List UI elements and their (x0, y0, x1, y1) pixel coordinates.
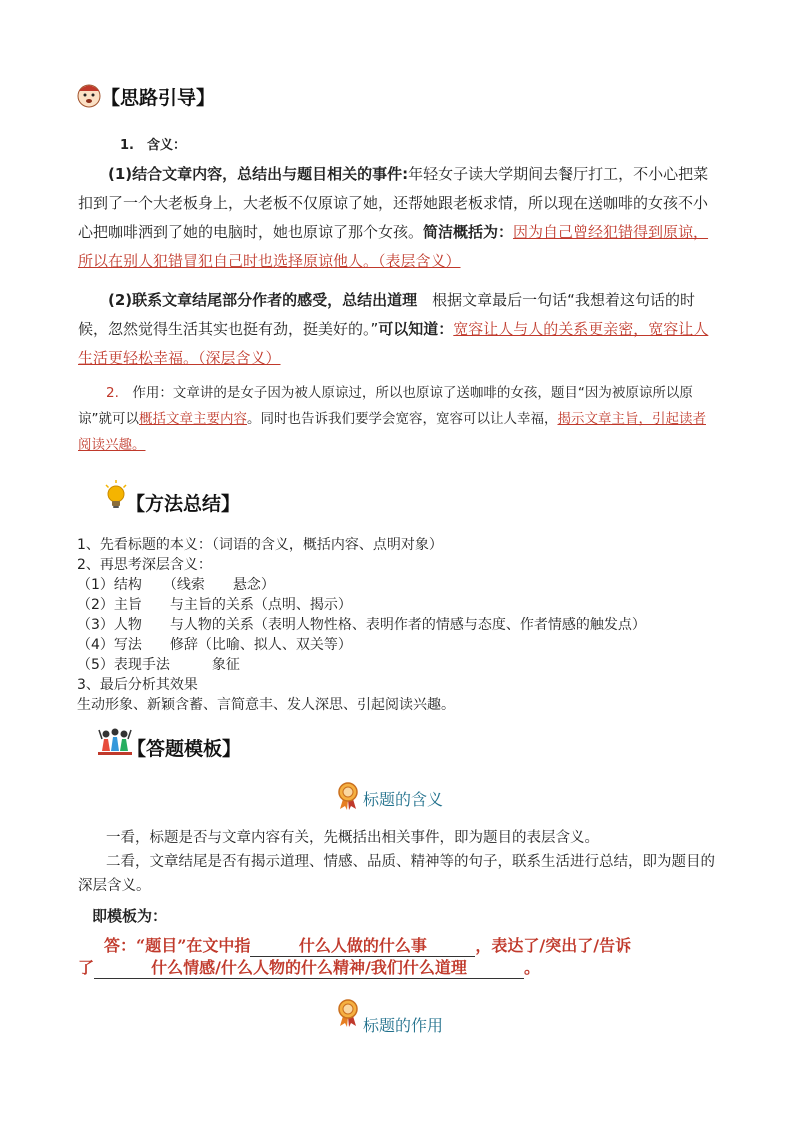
template-answer-start: 答：“题目”在文中指 (104, 936, 251, 955)
guide-paragraph-2 (78, 286, 718, 373)
thinking-face-icon (76, 80, 102, 108)
medal-icon (337, 999, 359, 1027)
guide-p1-bold: (1)结合文章内容，总结出与题目相关的事件: (108, 165, 409, 183)
method-line: （5）表现手法 象征 (77, 657, 240, 673)
method-line: （3）人物 与人物的关系（表明人物性格、表明作者的情感与态度、作者情感的触发点） (77, 617, 646, 633)
guide-item2-underline1: 概括文章主要内容 (139, 411, 247, 427)
guide-p2-bold: (2)联系文章结尾部分作者的感受，总结出道理 (108, 291, 418, 309)
guide-p1-bold2: 简洁概括为： (423, 223, 514, 241)
template-answer-le: 了 (78, 958, 95, 977)
guide-p2-bold2: 可以知道： (378, 320, 454, 338)
section-title-guide: 【思路引导】 (101, 87, 216, 109)
method-line: （4）写法 修辞（比喻、拟人、双关等） (77, 637, 352, 653)
template-subtitle-meaning: 标题的含义 (363, 790, 444, 809)
template-paragraph-1: 一看，标题是否与文章内容有关，先概括出相关事件，即为题目的表层含义。 (106, 830, 599, 846)
template-paragraph-2: 二看，文章结尾是否有揭示道理、情感、品质、精神等的句子，联系生活进行总结，即为题目的深层含义。 (78, 854, 715, 894)
guide-paragraph-1 (78, 160, 718, 276)
guide-p2-text: 根据文章最后一句话“我想着这句话的时候，忽然觉得生活其实也挺有劲，挺美好的。” (78, 291, 695, 338)
template-answer-end: 。 (524, 958, 541, 977)
guide-item2-number: 2. (106, 385, 119, 401)
template-answer-middle: ，表达了/突出了/告诉 (475, 936, 632, 955)
template-answer-line-2 (78, 955, 540, 979)
guide-item2-text1: 作用：文章讲的是女子因为被人原谅过，所以也原谅了送咖啡的女孩，题目“因为被原谅所以原谅”就可以 (78, 385, 693, 427)
template-blank-event: 什么人做的什么事 (250, 933, 475, 957)
guide-item-2 (78, 380, 718, 458)
method-line: 1、先看标题的本义：（词语的含义，概括内容、点明对象） (77, 537, 443, 553)
medal-icon (337, 782, 359, 810)
template-blank-meaning: 什么情感/什么人物的什么精神/我们什么道理 (94, 955, 524, 979)
guide-p1-text: 年轻女子读大学期间去餐厅打工，不小心把菜扣到了一个大老板身上，大老板不仅原谅了她，还帮她跟老板求情，所以现在送咖啡的女孩不小心把咖啡洒到了她的电脑时，她也原谅了那个女孩。 (78, 165, 709, 241)
guide-p2-answer: 宽容让人与人的关系更亲密，宽容让人生活更轻松幸福。（深层含义） (78, 320, 709, 367)
template-intro: 即模板为： (92, 907, 168, 925)
guide-item2-text2: 。同时也告诉我们要学会宽容，宽容可以让人幸福， (247, 411, 558, 427)
lightbulb-icon (104, 480, 128, 510)
section-title-method: 【方法总结】 (126, 493, 241, 515)
method-line: 3、最后分析其效果 (77, 677, 198, 693)
method-line: 生动形象、新颖含蓄、言简意丰、发人深思、引起阅读兴趣。 (77, 697, 455, 713)
guide-item1-label: 1. 含义： (120, 138, 186, 153)
template-answer-line-1 (104, 933, 631, 957)
method-line: （1）结构 （线索 悬念） (77, 577, 275, 593)
method-list (77, 535, 646, 715)
method-line: 2、再思考深层含义： (77, 557, 212, 573)
guide-item2-underline2: 揭示文章主旨，引起读者阅读兴趣。 (78, 411, 706, 453)
template-subtitle-function: 标题的作用 (363, 1016, 444, 1035)
section-title-template: 【答题模板】 (127, 738, 242, 760)
method-line: （2）主旨 与主旨的关系（点明、揭示） (77, 597, 352, 613)
guide-p1-answer: 因为自己曾经犯错得到原谅，所以在别人犯错冒犯自己时也选择原谅他人。（表层含义） (78, 223, 709, 270)
